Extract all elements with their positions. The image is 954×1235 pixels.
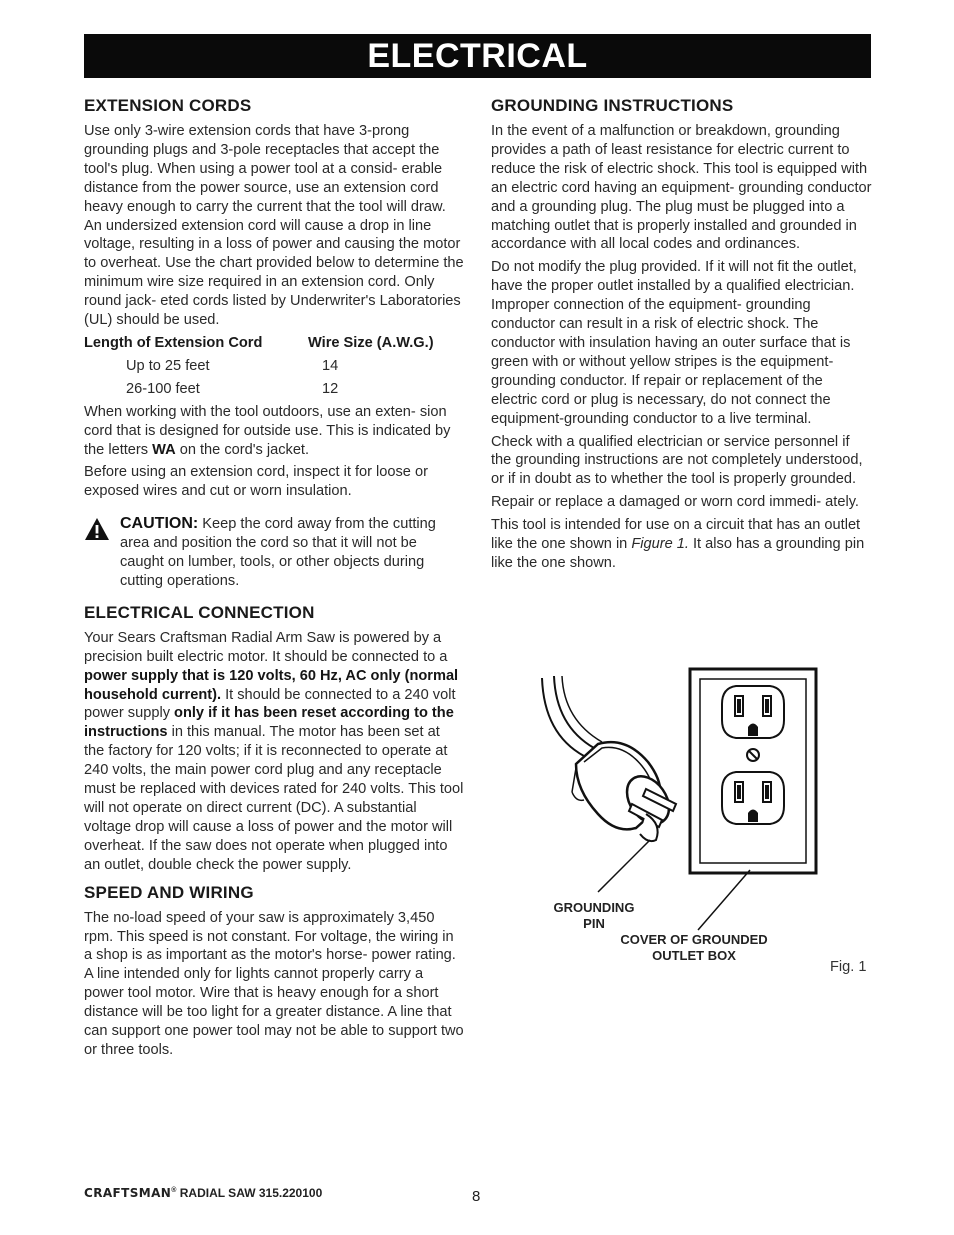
grounding-heading: GROUNDING INSTRUCTIONS <box>491 96 734 115</box>
caution-text <box>120 515 464 591</box>
figure-reference: Figure 1. <box>631 536 689 553</box>
page-footer <box>84 1186 322 1200</box>
figure-number: Fig. 1 <box>830 959 867 975</box>
conn-text-1: Your Sears Craftsman Radial Arm Saw is powered by a precision built electric motor. It should be connected to a <box>84 629 448 665</box>
pin-leader-line <box>598 840 650 892</box>
grounding-pin-label-line2: PIN <box>583 916 605 931</box>
power-cord-icon <box>542 676 602 756</box>
caution-label: CAUTION: <box>120 515 199 533</box>
extension-cords-heading: EXTENSION CORDS <box>84 96 252 115</box>
speed-wiring-para: The no-load speed of your saw is approximately 3,450 rpm. This speed is not constant. For voltage, the wiring in a shop is as important as the motor's horse- power rating. A line intended only for lights cannot properly carry a power tool motor. Wire that is heavy enough for a short distance will be too light for a greater distance. A line that can support one power tool may not be able to support two or three tools. <box>84 909 464 1058</box>
conn-bold-1: power supply that is 120 volts, 60 Hz, AC only (normal household current). <box>84 667 459 703</box>
extension-cords-para-3: Before using an extension cord, inspect it for loose or exposed wires and cut or worn insulation. <box>84 464 428 500</box>
table-cell-length: 26-100 feet <box>126 380 200 397</box>
table-cell-size: 12 <box>322 380 339 397</box>
para5-text-c: It also has a grounding pin like the one shown. <box>491 536 865 571</box>
para2-text-c: on the cord's jacket. <box>175 441 310 458</box>
right-column <box>491 96 873 577</box>
para2-text-a: When working with the tool outdoors, use an exten- sion cord that is designed for outside use. This is indicated by the letters <box>84 403 451 458</box>
electrical-connection-heading: ELECTRICAL CONNECTION <box>84 602 315 622</box>
table-header-length: Length of Extension Cord <box>84 334 263 351</box>
brand-logo: CRAFTSMAN <box>84 1186 172 1200</box>
wire-size-table-header <box>84 334 464 353</box>
model-number: RADIAL SAW 315.220100 <box>176 1186 323 1200</box>
page-number: 8 <box>472 1188 481 1205</box>
grounding-para-4: Repair or replace a damaged or worn cord immedi- ately. <box>491 494 859 511</box>
outlet-cover-label-line2: OUTLET BOX <box>652 948 736 963</box>
grounding-pin-label-line1: GROUNDING <box>553 900 635 915</box>
caution-body: Keep the cord away from the cutting area and position the cord so that it will not be caught on lumber, tools, or other objects during cutting operations. <box>120 516 436 589</box>
outlet-cover-icon <box>690 669 816 873</box>
speed-wiring-heading: SPEED AND WIRING <box>84 882 254 902</box>
table-cell-length: Up to 25 feet <box>126 357 210 374</box>
grounding-para-3: Check with a qualified electrician or service personnel if the grounding instructions are not completely understood, or if in doubt as to whether the tool is properly grounded. <box>491 433 863 488</box>
para5-text-a: This tool is intended for use on a circuit that has an outlet like the one shown in <box>491 517 861 553</box>
warning-icon <box>84 515 120 591</box>
caution-note <box>84 515 464 591</box>
figure-1 <box>536 664 876 984</box>
conn-text-2: It should be connected to a 240 volt power supply <box>84 686 456 722</box>
table-row <box>84 357 464 376</box>
grounding-para-5 <box>491 516 873 573</box>
left-column <box>84 96 464 1064</box>
outlet-cover-label-line1: COVER OF GROUNDED <box>620 932 768 947</box>
grounded-plug-icon <box>572 742 678 841</box>
conn-bold-2: only if it has been reset according to the instructions <box>84 705 454 741</box>
table-cell-size: 14 <box>322 357 339 374</box>
para2-wa: WA <box>152 441 176 458</box>
table-header-wire-size: Wire Size (A.W.G.) <box>308 334 434 351</box>
extension-cords-para-1: Use only 3-wire extension cords that have 3-prong grounding plugs and 3-pole receptacles that accept the tool's plug. When using a power tool at a consid- erable distance from the power source, use an extension cord heavy enough to carry the current that the tool will draw. An undersized extension cord will cause a drop in line voltage, resulting in a loss of power and causing the motor to overheat. Use the chart provided below to determine the minimum wire size required in an extension cord. Only round jack- eted cords listed by Underwriter's Laboratories (UL) should be used. <box>84 123 464 329</box>
table-row <box>84 380 464 399</box>
electrical-connection-para <box>84 629 464 875</box>
grounding-pin-label <box>542 900 646 932</box>
section-banner: ELECTRICAL <box>84 34 871 78</box>
outlet-cover-label <box>614 932 774 964</box>
registered-mark: ® <box>171 1187 177 1194</box>
extension-cords-para-2 <box>84 403 464 460</box>
grounding-para-2: Do not modify the plug provided. If it will not fit the outlet, have the proper outlet installed by a qualified electrician. Improper connection of the equipment- grounding conductor can result in a risk of electric shock. The conductor with insulation having an outer surface that is green with or without yellow stripes is the equipment-grounding conductor. If repair or replacement of the electric cord or plug is necessary, do not connect the equipment-grounding conductor to a live terminal. <box>491 259 857 427</box>
conn-text-3: in this manual. The motor has been set at the factory for 120 volts; if it is reconnected to operate at 240 volts, the main power cord plug and any receptacle must be replaced with devices rated for 240 volts. This tool will not operate on direct current (DC). A substantial voltage drop will cause a loss of power and the motor will overheat. If the saw does not operate when plugged into an outlet, double check the power supply. <box>84 724 464 873</box>
cover-leader-line <box>698 870 750 930</box>
grounding-para-1: In the event of a malfunction or breakdown, grounding provides a path of least resistance for electric current to reduce the risk of electric shock. This tool is equipped with an electric cord having an equipment- grounding conductor and a grounding plug. The plug must be plugged into a matching outlet that is properly installed and grounded in accordance with all local codes and ordinances. <box>491 123 872 253</box>
